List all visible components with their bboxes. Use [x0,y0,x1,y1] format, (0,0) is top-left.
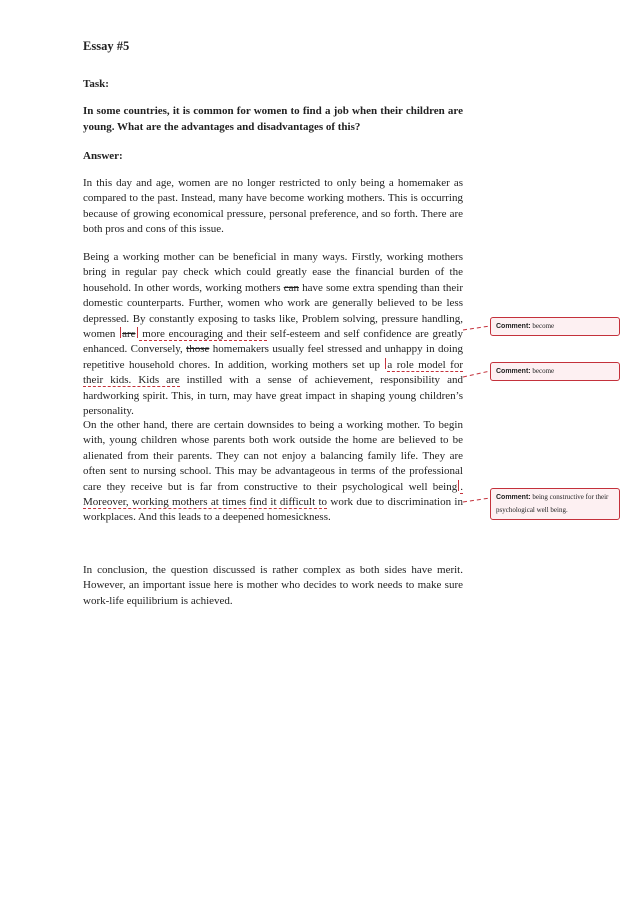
comment-box[interactable] [490,317,620,336]
page-title: Essay #5 [83,39,130,53]
text-run: instilled with a sense of achievement, responsibility and hardworking spirit. This, in turn, may have great impact in shaping young children’s personality. [83,374,463,418]
text-run: homemakers usually feel stressed and unhappy in doing repetitive household chores. In addition, working mothers set up [83,343,463,371]
text-run: self-esteem and self confidence are greatly enhanced. Conversely, [83,328,463,356]
comment-label: Comment: [496,494,531,501]
inserted-text[interactable]: a role model for their kids. Kids are [83,358,463,387]
connector-line [463,498,490,502]
text-run: On the other hand, there are certain downsides to being a working mother. To begin with, young children whose parents both work outside the home are believed to be alienated from their parents. They can not enjoy a balancing family life. They are often sent to nursing school. This may be advantageous in terms of the professional care they receive but is far from constructive to their psychological well being [83,419,463,493]
connector-line [463,326,490,330]
comment-box[interactable] [490,362,620,381]
comment-label: Comment: [496,323,531,330]
text-run: Being a working mother can be beneficial in many ways. Firstly, working mothers bring in regular pay check which could greatly ease the financial burden of the household. In other words, working mothers [83,251,463,294]
text-run: work due to discrimination in workplaces. And this leads to a deepened homesickness. [83,496,463,524]
comment-text: being constructive for their psychological well being. [496,493,609,514]
paragraph-conclusion: In conclusion, the question discussed is rather complex as both sides have merit. However, an important issue here is mother who decides to work needs to make sure work-life equilibrium is achieved. [83,564,463,607]
deleted-text[interactable]: those [186,343,210,356]
comment-label: Comment: [496,368,531,375]
inserted-text[interactable]: more encouraging and their [138,328,267,341]
text-run: have some extra spending than their domestic counterparts. Further, women who work are generally believed to be less depressed. By constantly exposing to tasks like, Problem solving, pressure handling, women [83,281,463,341]
task-label: Task: [83,78,109,90]
connector-line [463,371,490,377]
comment-text: become [532,367,555,375]
paragraph-intro: In this day and age, women are no longer restricted to only being a homemaker as compared to the past. Instead, many have become working mothers. This is occurring because of growing economical pressure, personal preference, and so forth. There are both pros and cons of this issue. [83,177,463,236]
comment-text: become [532,322,555,330]
task-text: In some countries, it is common for women to find a job when their children are young. What are the advantages and disadvantages of this? [83,105,463,133]
deleted-text[interactable]: can [283,281,299,294]
comment-box[interactable] [490,488,620,520]
answer-label: Answer: [83,150,123,162]
inserted-text[interactable]: . Moreover, working mothers at times find it difficult to [83,480,463,509]
deleted-text[interactable]: are [122,328,136,341]
